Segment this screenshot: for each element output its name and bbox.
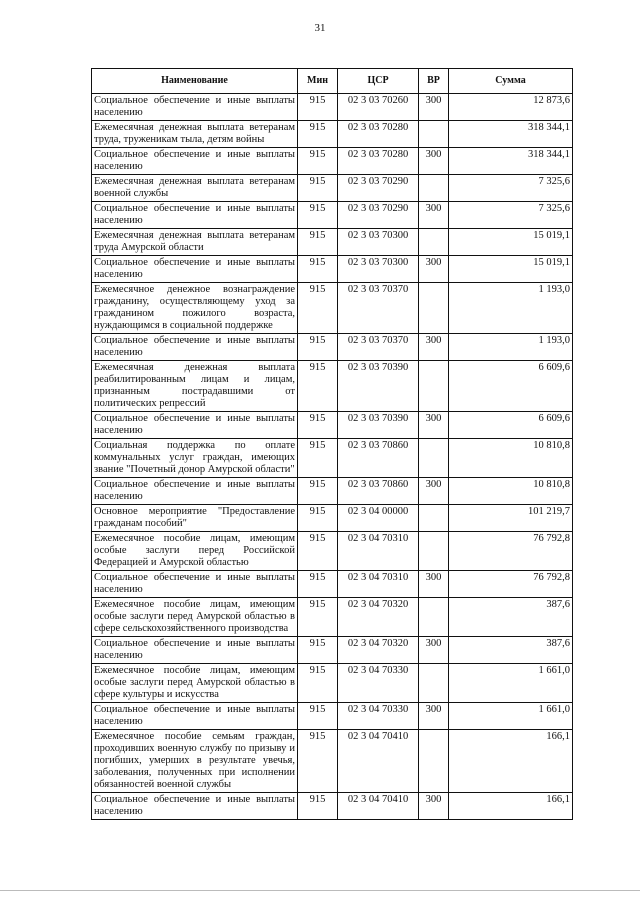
table-row bbox=[92, 730, 573, 793]
cell-name: Ежемесячная денежная выплата ветеранам труда, труженикам тыла, детям войны bbox=[92, 121, 298, 148]
cell-name: Социальное обеспечение и иные выплаты населению bbox=[92, 703, 298, 730]
cell-csr: 02 3 04 70320 bbox=[338, 598, 419, 637]
cell-sum: 1 193,0 bbox=[449, 283, 573, 334]
cell-vr bbox=[419, 229, 449, 256]
cell-name: Ежемесячное пособие семьям граждан, проходивших военную службу по призыву и погибших, умерших в результате увечья, заболевания, полученных при исполнении обязанностей военной службы bbox=[92, 730, 298, 793]
cell-csr: 02 3 03 70390 bbox=[338, 412, 419, 439]
table-header-row bbox=[92, 69, 573, 94]
cell-csr: 02 3 04 00000 bbox=[338, 505, 419, 532]
cell-vr: 300 bbox=[419, 202, 449, 229]
cell-vr: 300 bbox=[419, 478, 449, 505]
cell-min: 915 bbox=[298, 94, 338, 121]
table-row bbox=[92, 439, 573, 478]
cell-sum: 166,1 bbox=[449, 793, 573, 820]
table-row bbox=[92, 703, 573, 730]
cell-name: Социальное обеспечение и иные выплаты населению bbox=[92, 478, 298, 505]
cell-min: 915 bbox=[298, 703, 338, 730]
table-row bbox=[92, 598, 573, 637]
cell-name: Социальное обеспечение и иные выплаты населению bbox=[92, 94, 298, 121]
cell-csr: 02 3 03 70860 bbox=[338, 478, 419, 505]
cell-min: 915 bbox=[298, 334, 338, 361]
cell-min: 915 bbox=[298, 148, 338, 175]
cell-sum: 6 609,6 bbox=[449, 412, 573, 439]
cell-sum: 6 609,6 bbox=[449, 361, 573, 412]
cell-csr: 02 3 03 70290 bbox=[338, 202, 419, 229]
table-row bbox=[92, 229, 573, 256]
cell-name: Социальное обеспечение и иные выплаты населению bbox=[92, 412, 298, 439]
cell-min: 915 bbox=[298, 793, 338, 820]
cell-sum: 7 325,6 bbox=[449, 202, 573, 229]
cell-csr: 02 3 03 70370 bbox=[338, 283, 419, 334]
cell-sum: 10 810,8 bbox=[449, 478, 573, 505]
cell-csr: 02 3 03 70860 bbox=[338, 439, 419, 478]
cell-name: Социальное обеспечение и иные выплаты населению bbox=[92, 793, 298, 820]
cell-name: Ежемесячное пособие лицам, имеющим особые заслуги перед Амурской областью в сфере сельскохозяйственного производства bbox=[92, 598, 298, 637]
table-row bbox=[92, 175, 573, 202]
cell-sum: 1 661,0 bbox=[449, 703, 573, 730]
cell-csr: 02 3 03 70290 bbox=[338, 175, 419, 202]
cell-min: 915 bbox=[298, 505, 338, 532]
cell-vr: 300 bbox=[419, 148, 449, 175]
cell-vr: 300 bbox=[419, 256, 449, 283]
cell-name: Социальное обеспечение и иные выплаты населению bbox=[92, 334, 298, 361]
cell-vr bbox=[419, 175, 449, 202]
table-row bbox=[92, 334, 573, 361]
header-min: Мин bbox=[298, 69, 338, 94]
table-row bbox=[92, 664, 573, 703]
cell-vr bbox=[419, 532, 449, 571]
header-name: Наименование bbox=[92, 69, 298, 94]
cell-csr: 02 3 03 70280 bbox=[338, 121, 419, 148]
cell-name: Социальное обеспечение и иные выплаты населению bbox=[92, 571, 298, 598]
cell-csr: 02 3 03 70390 bbox=[338, 361, 419, 412]
header-csr: ЦСР bbox=[338, 69, 419, 94]
cell-min: 915 bbox=[298, 175, 338, 202]
table-row bbox=[92, 361, 573, 412]
cell-name: Ежемесячная денежная выплата ветеранам труда Амурской области bbox=[92, 229, 298, 256]
cell-sum: 1 661,0 bbox=[449, 664, 573, 703]
cell-min: 915 bbox=[298, 439, 338, 478]
cell-min: 915 bbox=[298, 598, 338, 637]
cell-sum: 387,6 bbox=[449, 637, 573, 664]
page-number: 31 bbox=[314, 22, 326, 34]
cell-csr: 02 3 04 70410 bbox=[338, 730, 419, 793]
cell-sum: 7 325,6 bbox=[449, 175, 573, 202]
cell-csr: 02 3 03 70280 bbox=[338, 148, 419, 175]
cell-vr: 300 bbox=[419, 703, 449, 730]
table-row bbox=[92, 478, 573, 505]
cell-csr: 02 3 03 70370 bbox=[338, 334, 419, 361]
table-row bbox=[92, 121, 573, 148]
cell-vr bbox=[419, 598, 449, 637]
cell-vr: 300 bbox=[419, 637, 449, 664]
table-row bbox=[92, 505, 573, 532]
cell-sum: 10 810,8 bbox=[449, 439, 573, 478]
cell-csr: 02 3 04 70330 bbox=[338, 664, 419, 703]
cell-min: 915 bbox=[298, 637, 338, 664]
cell-min: 915 bbox=[298, 571, 338, 598]
cell-name: Ежемесячная денежная выплата ветеранам военной службы bbox=[92, 175, 298, 202]
cell-csr: 02 3 03 70260 bbox=[338, 94, 419, 121]
table-row bbox=[92, 532, 573, 571]
cell-min: 915 bbox=[298, 412, 338, 439]
cell-name: Социальное обеспечение и иные выплаты населению bbox=[92, 202, 298, 229]
cell-name: Социальная поддержка по оплате коммунальных услуг граждан, имеющих звание "Почетный донор Амурской области" bbox=[92, 439, 298, 478]
cell-csr: 02 3 04 70330 bbox=[338, 703, 419, 730]
cell-name: Основное мероприятие "Предоставление гражданам пособий" bbox=[92, 505, 298, 532]
header-sum: Сумма bbox=[449, 69, 573, 94]
cell-min: 915 bbox=[298, 283, 338, 334]
cell-vr bbox=[419, 121, 449, 148]
cell-min: 915 bbox=[298, 532, 338, 571]
cell-vr bbox=[419, 439, 449, 478]
cell-name: Социальное обеспечение и иные выплаты населению bbox=[92, 148, 298, 175]
cell-min: 915 bbox=[298, 121, 338, 148]
cell-min: 915 bbox=[298, 730, 338, 793]
cell-csr: 02 3 03 70300 bbox=[338, 229, 419, 256]
cell-vr: 300 bbox=[419, 412, 449, 439]
table-row bbox=[92, 148, 573, 175]
cell-name: Ежемесячная денежная выплата реабилитированным лицам и лицам, признанным пострадавшими от политических репрессий bbox=[92, 361, 298, 412]
cell-vr bbox=[419, 361, 449, 412]
cell-vr: 300 bbox=[419, 793, 449, 820]
cell-name: Ежемесячное денежное вознаграждение гражданину, осуществляющему уход за гражданином пожилого возраста, нуждающимся в социальной поддержке bbox=[92, 283, 298, 334]
table-row bbox=[92, 256, 573, 283]
table-body bbox=[92, 94, 573, 820]
cell-sum: 101 219,7 bbox=[449, 505, 573, 532]
cell-csr: 02 3 04 70320 bbox=[338, 637, 419, 664]
cell-min: 915 bbox=[298, 202, 338, 229]
cell-vr bbox=[419, 664, 449, 703]
cell-sum: 387,6 bbox=[449, 598, 573, 637]
cell-vr: 300 bbox=[419, 571, 449, 598]
budget-table bbox=[91, 68, 573, 820]
cell-min: 915 bbox=[298, 256, 338, 283]
cell-sum: 15 019,1 bbox=[449, 229, 573, 256]
table-row bbox=[92, 202, 573, 229]
table-row bbox=[92, 283, 573, 334]
scan-edge-line bbox=[0, 890, 640, 891]
cell-sum: 1 193,0 bbox=[449, 334, 573, 361]
cell-min: 915 bbox=[298, 361, 338, 412]
cell-vr: 300 bbox=[419, 334, 449, 361]
table-row bbox=[92, 571, 573, 598]
cell-sum: 76 792,8 bbox=[449, 532, 573, 571]
cell-vr: 300 bbox=[419, 94, 449, 121]
cell-min: 915 bbox=[298, 478, 338, 505]
cell-sum: 76 792,8 bbox=[449, 571, 573, 598]
table-row bbox=[92, 412, 573, 439]
cell-name: Ежемесячное пособие лицам, имеющим особые заслуги перед Российской Федерацией и Амурской областью bbox=[92, 532, 298, 571]
cell-csr: 02 3 04 70310 bbox=[338, 532, 419, 571]
cell-min: 915 bbox=[298, 664, 338, 703]
cell-sum: 12 873,6 bbox=[449, 94, 573, 121]
cell-vr bbox=[419, 283, 449, 334]
table-row bbox=[92, 94, 573, 121]
cell-csr: 02 3 03 70300 bbox=[338, 256, 419, 283]
cell-sum: 318 344,1 bbox=[449, 148, 573, 175]
cell-sum: 318 344,1 bbox=[449, 121, 573, 148]
cell-name: Социальное обеспечение и иные выплаты населению bbox=[92, 637, 298, 664]
cell-csr: 02 3 04 70310 bbox=[338, 571, 419, 598]
cell-name: Ежемесячное пособие лицам, имеющим особые заслуги перед Амурской областью в сфере культуры и искусства bbox=[92, 664, 298, 703]
table-row bbox=[92, 793, 573, 820]
cell-min: 915 bbox=[298, 229, 338, 256]
cell-name: Социальное обеспечение и иные выплаты населению bbox=[92, 256, 298, 283]
cell-vr bbox=[419, 730, 449, 793]
header-vr: ВР bbox=[419, 69, 449, 94]
cell-vr bbox=[419, 505, 449, 532]
table-row bbox=[92, 637, 573, 664]
cell-sum: 166,1 bbox=[449, 730, 573, 793]
cell-csr: 02 3 04 70410 bbox=[338, 793, 419, 820]
cell-sum: 15 019,1 bbox=[449, 256, 573, 283]
